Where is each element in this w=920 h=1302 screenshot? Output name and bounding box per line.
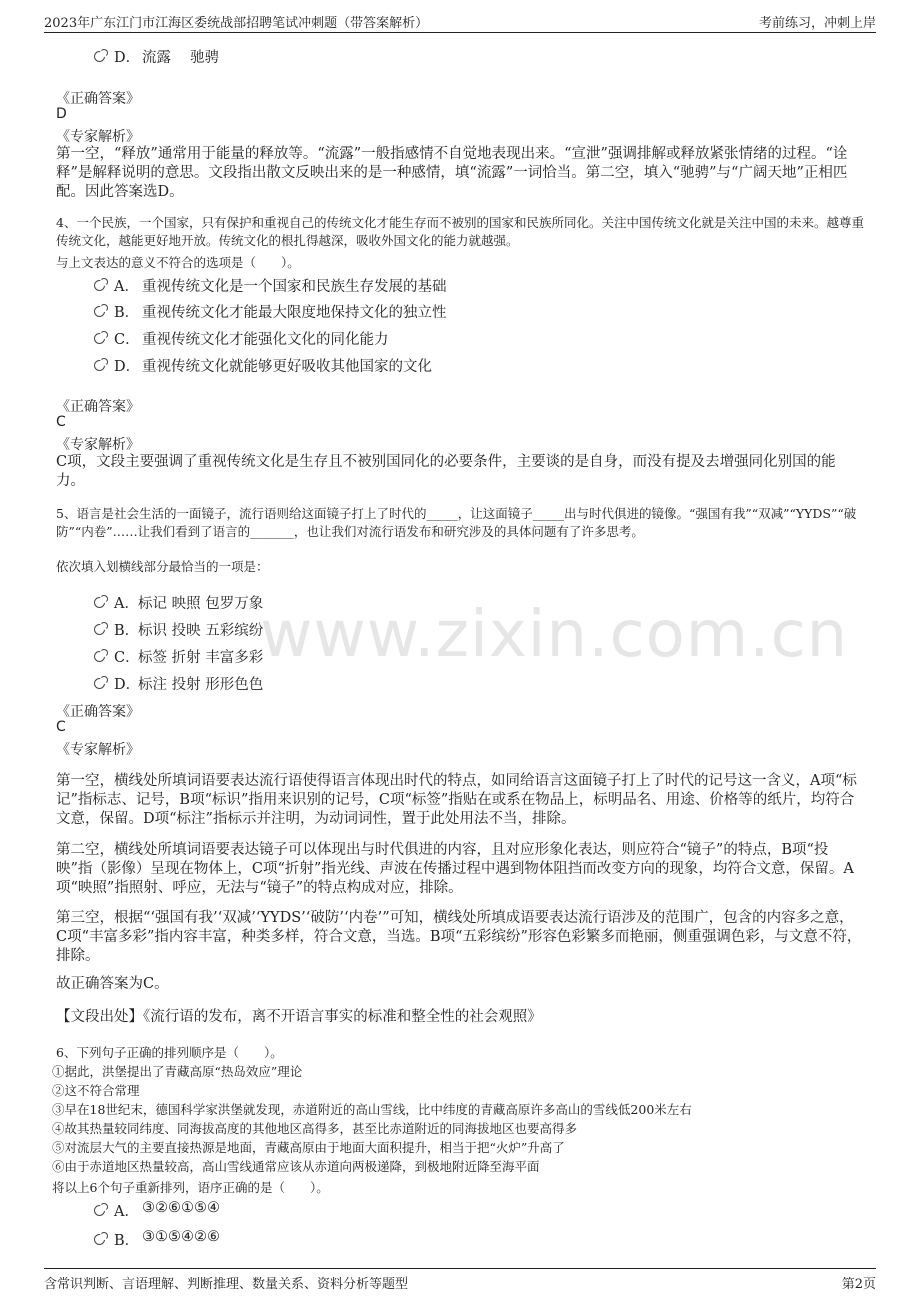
option-text: ③②⑥①⑤④ <box>142 1200 220 1216</box>
q6-sentence-2: ②这不符合常理 <box>52 1083 140 1098</box>
answer-label: 《正确答案》 <box>56 704 140 720</box>
option-text: ③①⑤④②⑥ <box>142 1229 220 1245</box>
option-letter: B． <box>114 623 140 639</box>
q6-sentence-6: ⑥由于赤道地区热量较高，高山雪线通常应该从赤道向两极递降，到极地附近降至海平面 <box>52 1159 540 1174</box>
q5-analysis-para-2: 第二空，横线处所填词语要表达镜子可以体现出与时代俱进的内容，且对应形象化表达，则应符合“镜子”的特点，B项“投映”指（影像）呈现在物体上，C项“折射”指光线、声波在传播过程中遇到物体阻挡而改变方向的现象，均符合文意，保留。A项“映照”指照射、呼应，无法与“镜子”的特点构成对应，排除。 <box>56 842 854 896</box>
option-text: 重视传统文化才能最大限度地保持文化的独立性 <box>142 305 447 321</box>
option-letter: A． <box>114 596 139 612</box>
analysis-label: 《专家解析》 <box>56 437 140 453</box>
header-slogan: 考前练习，冲刺上岸 <box>758 16 876 31</box>
radio-button-icon[interactable] <box>94 360 105 371</box>
q4-question: 与上文表达的意义不符合的选项是（ ）。 <box>56 255 300 270</box>
q3-answer: D <box>56 106 67 122</box>
option-text: 标注 投射 形形色色 <box>138 677 264 693</box>
radio-button-icon[interactable] <box>94 280 105 291</box>
option-letter: C． <box>114 332 140 348</box>
radio-button-icon[interactable] <box>94 597 105 608</box>
option-letter: B． <box>114 305 140 321</box>
answer-label: 《正确答案》 <box>56 91 140 107</box>
radio-button-icon[interactable] <box>94 1234 105 1245</box>
q4-answer: C <box>56 414 66 430</box>
q6-sentence-4: ④故其热量较同纬度、同海拔高度的其他地区高得多，甚至比赤道附近的同海拔地区也要高得多 <box>52 1121 578 1136</box>
q3-analysis: 第一空，“释放”通常用于能量的释放等。“流露”一般指感情不自觉地表现出来。“宣泄”强调排解或释放紧张情绪的过程。“诠释”是解释说明的意思。文段指出散文反映出来的是一种感情，填“流露”一词恰当。第二空，填入“驰骋”与“广阔天地”正相匹配。因此答案选D。 <box>56 146 848 200</box>
option-text: 重视传统文化就能够更好吸收其他国家的文化 <box>142 359 432 375</box>
q5-source: 【文段出处】《流行语的发布，离不开语言事实的标准和整全性的社会观照》 <box>56 1009 542 1025</box>
radio-button-icon[interactable] <box>94 624 105 635</box>
option-letter: A． <box>114 279 139 295</box>
option-letter: B． <box>114 1233 140 1249</box>
radio-button-icon[interactable] <box>94 1205 105 1216</box>
analysis-label: 《专家解析》 <box>56 129 140 145</box>
watermark: www.zixin.com.cn <box>260 598 849 672</box>
radio-button-icon[interactable] <box>94 678 105 689</box>
option-letter: D． <box>114 359 141 375</box>
q5-question: 依次填入划横线部分最恰当的一项是： <box>56 559 269 574</box>
option-letter: D． <box>114 50 141 66</box>
q6-sentence-5: ⑤对流层大气的主要直接热源是地面，青藏高原由于地面大面积提升，相当于把“火炉”升高了 <box>52 1140 565 1155</box>
q4-stem: 4、一个民族，一个国家，只有保护和重视自己的传统文化才能生存而不被别的国家和民族所同化。关注中国传统文化就是关注中国的未来。越尊重传统文化，越能更好地开放。传统文化的根扎得越深，吸收外国文化的能力就越强。 <box>56 215 864 248</box>
option-letter: A． <box>114 1204 139 1220</box>
page-footer <box>44 1268 876 1293</box>
q5-analysis-para-1: 第一空，横线处所填词语要表达流行语使得语言体现出时代的特点，如同给语言这面镜子打上了时代的记号这一含义，A项“标记”指标志、记号，B项“标识”指用来识别的记号，C项“标签”指贴在或系在物品上，标明品名、用途、价格等的纸片，均符合文意，保留。D项“标注”指标示并注明，为动词词性，置于此处用法不当，排除。 <box>56 773 857 827</box>
analysis-label: 《专家解析》 <box>56 742 140 758</box>
option-text: 标签 折射 丰富多彩 <box>138 650 264 666</box>
option-letter: D． <box>114 677 141 693</box>
page-number: 第2页 <box>841 1277 876 1292</box>
radio-button-icon[interactable] <box>94 306 105 317</box>
q6-sentence-3: ③早在18世纪末，德国科学家洪堡就发现，赤道附近的高山雪线，比中纬度的青藏高原许多高山的雪线低200米左右 <box>52 1102 692 1117</box>
q5-analysis-conclusion: 故正确答案为C。 <box>56 976 169 992</box>
q6-question: 将以上6个句子重新排列，语序正确的是（ ）。 <box>52 1180 329 1195</box>
answer-label: 《正确答案》 <box>56 399 140 415</box>
option-letter: C． <box>114 650 140 666</box>
document-title: 2023年广东江门市江海区委统战部招聘笔试冲刺题（带答案解析） <box>44 16 429 31</box>
q6-stem: 6、下列句子正确的排列顺序是（ ）。 <box>56 1045 283 1060</box>
q4-analysis: C项，文段主要强调了重视传统文化是生存且不被别国同化的必要条件，主要谈的是自身，而没有提及去增强同化别国的能力。 <box>56 454 836 489</box>
radio-button-icon[interactable] <box>94 333 105 344</box>
option-text: 流露 驰骋 <box>142 50 220 66</box>
radio-button-icon[interactable] <box>94 51 105 62</box>
q5-answer: C <box>56 719 66 735</box>
q5-stem: 5、语言是社会生活的一面镜子，流行语则给这面镜子打上了时代的_____，让这面镜子_____出与时代俱进的镜像。“强国有我”“双减”“YYDS”“破防”“内卷”……让我们看到了语言的_______，也让我们对流行语发布和研究涉及的具体问题有了许多思考。 <box>56 506 857 539</box>
option-text: 标识 投映 五彩缤纷 <box>138 623 264 639</box>
q5-analysis-para-3: 第三空，根据“‘强国有我’‘双减’‘YYDS’‘破防’‘内卷’”可知，横线处所填成语要表达流行语涉及的范围广，包含的内容多之意，C项“丰富多彩”指内容丰富，种类多样，符合文意，当选。B项“五彩缤纷”形容色彩繁多而艳丽，侧重强调色彩，与文意不符，排除。 <box>56 910 862 964</box>
option-text: 重视传统文化是一个国家和民族生存发展的基础 <box>142 279 447 295</box>
radio-button-icon[interactable] <box>94 651 105 662</box>
footer-topics: 含常识判断、言语理解、判断推理、数量关系、资料分析等题型 <box>44 1277 409 1292</box>
option-text: 重视传统文化才能强化文化的同化能力 <box>142 332 389 348</box>
option-text: 标记 映照 包罗万象 <box>138 596 264 612</box>
q6-sentence-1: ①据此，洪堡提出了青藏高原“热岛效应”理论 <box>52 1064 303 1079</box>
page-header <box>44 10 876 33</box>
